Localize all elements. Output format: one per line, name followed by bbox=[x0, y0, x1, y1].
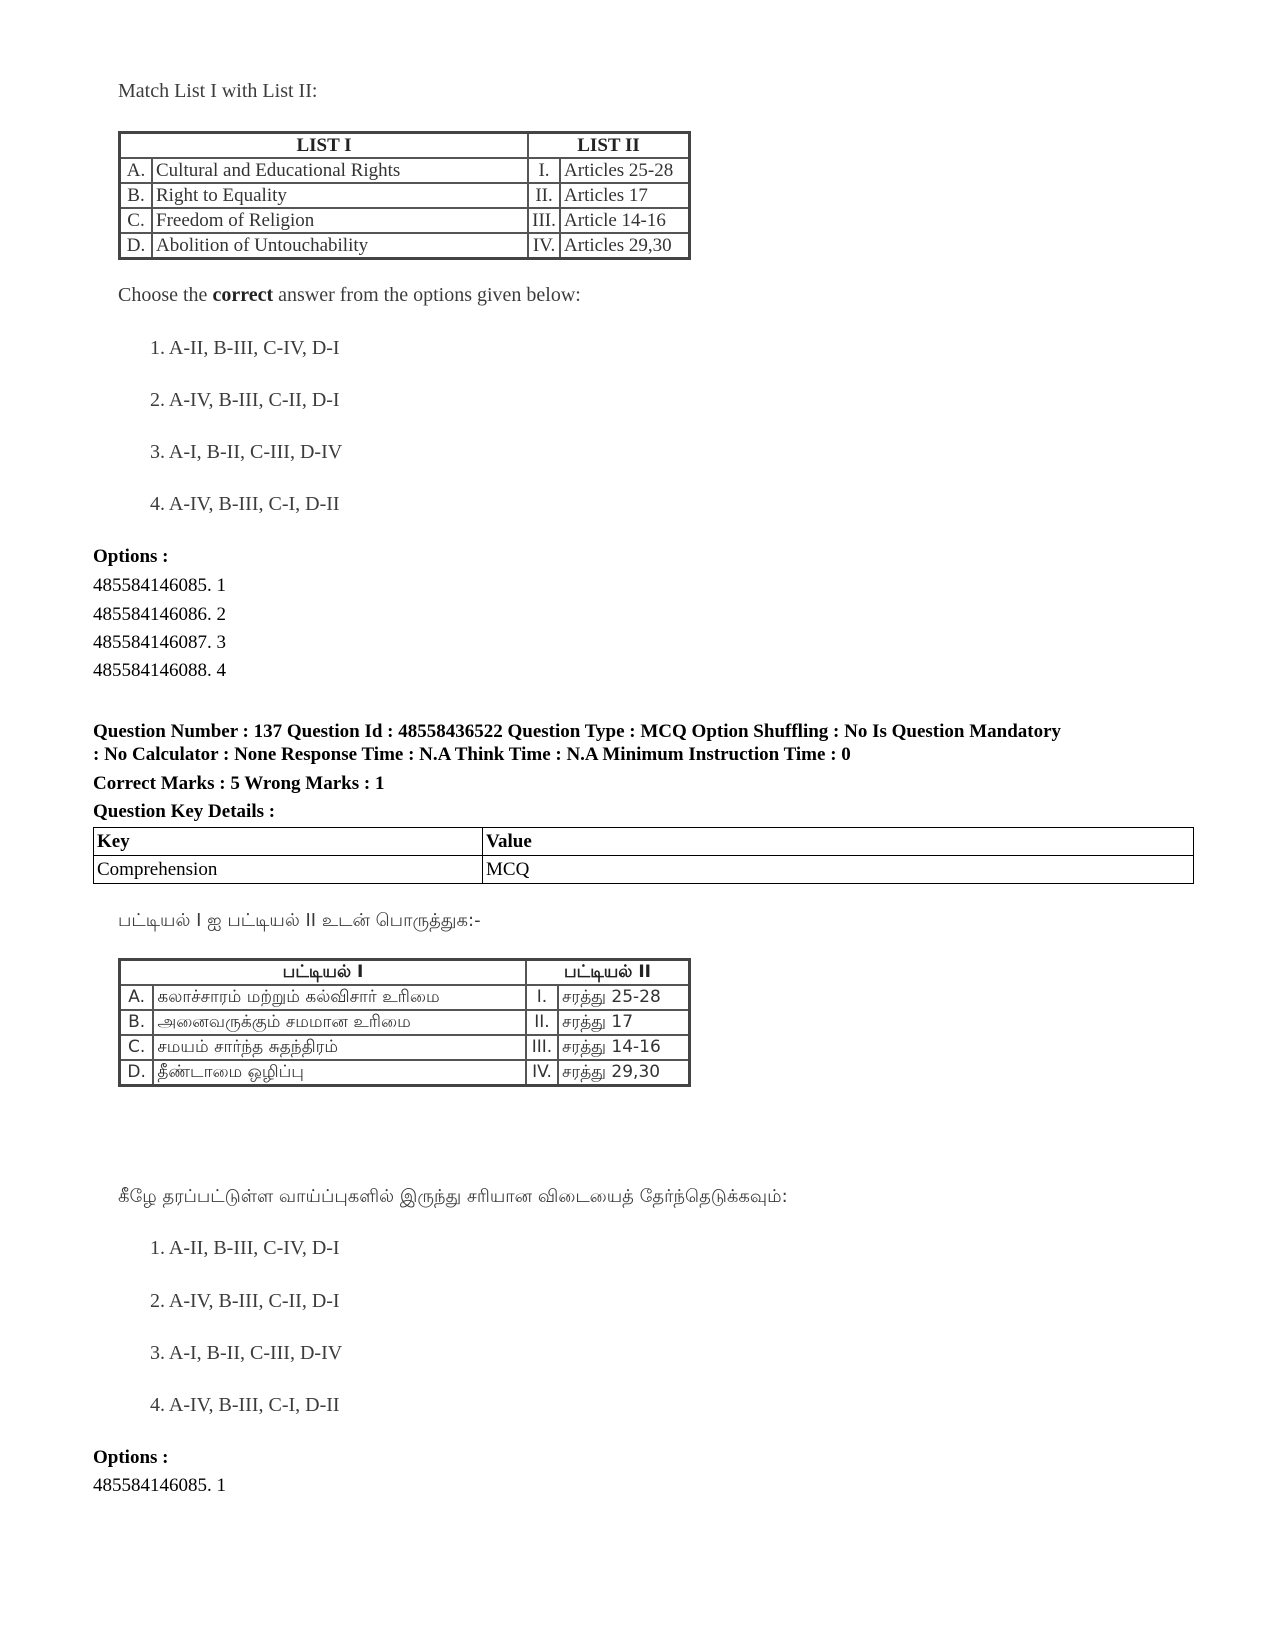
row-letter: C. bbox=[120, 1035, 154, 1060]
key-header: Key bbox=[94, 828, 483, 856]
list-2-item: Articles 17 bbox=[560, 183, 689, 208]
row-numeral: IV. bbox=[526, 1060, 558, 1086]
q1-answer-2: 2. A-IV, B-III, C-II, D-I bbox=[150, 389, 340, 411]
list-2-item: சரத்து 25-28 bbox=[558, 985, 690, 1010]
value-header: Value bbox=[483, 828, 1194, 856]
row-letter: B. bbox=[120, 1010, 154, 1035]
q1-options-label: Options : bbox=[93, 546, 169, 567]
q2-answer-1: 1. A-II, B-III, C-IV, D-I bbox=[150, 1237, 340, 1259]
row-numeral: I. bbox=[526, 985, 558, 1010]
q1-choose-instruction: Choose the correct answer from the options given below: bbox=[118, 284, 581, 306]
list-2-header: பட்டியல் II bbox=[526, 960, 690, 986]
row-numeral: III. bbox=[528, 208, 560, 233]
value-cell: MCQ bbox=[483, 856, 1194, 884]
list-2-item: Articles 25-28 bbox=[560, 158, 689, 183]
q1-answer-3: 3. A-I, B-II, C-III, D-IV bbox=[150, 441, 343, 463]
list-2-header: LIST II bbox=[528, 133, 689, 159]
table-row bbox=[120, 1035, 690, 1060]
q2-choose-instruction bbox=[118, 1186, 788, 1209]
list-2-item: சரத்து 29,30 bbox=[558, 1060, 690, 1086]
q1-match-table bbox=[118, 131, 691, 260]
row-letter: A. bbox=[120, 158, 153, 183]
table-row bbox=[120, 1010, 690, 1035]
list-1-item: சமயம் சார்ந்த சுதந்திரம் bbox=[153, 1035, 526, 1060]
row-numeral: IV. bbox=[528, 233, 560, 259]
q2-options-label: Options : bbox=[93, 1447, 169, 1468]
list-1-item: Cultural and Educational Rights bbox=[152, 158, 528, 183]
list-2-item: சரத்து 14-16 bbox=[558, 1035, 690, 1060]
q2-marks: Correct Marks : 5 Wrong Marks : 1 bbox=[93, 773, 385, 794]
q2-key-details-label: Question Key Details : bbox=[93, 801, 276, 822]
q2-answer-2: 2. A-IV, B-III, C-II, D-I bbox=[150, 1290, 340, 1312]
q1-answer-1: 1. A-II, B-III, C-IV, D-I bbox=[150, 337, 340, 359]
q1-answer-4: 4. A-IV, B-III, C-I, D-II bbox=[150, 493, 340, 515]
list-1-header: LIST I bbox=[120, 133, 529, 159]
row-letter: D. bbox=[120, 1060, 154, 1086]
q1-option-1: 485584146085. 1 bbox=[93, 575, 226, 596]
q1-instruction-text: Match List I with List II: bbox=[118, 80, 318, 102]
row-letter: A. bbox=[120, 985, 154, 1010]
table-row bbox=[120, 208, 690, 233]
list-1-item: Abolition of Untouchability bbox=[152, 233, 528, 259]
list-2-item: Articles 29,30 bbox=[560, 233, 689, 259]
q2-instruction bbox=[118, 910, 481, 933]
table-header-row bbox=[120, 960, 690, 986]
table-row bbox=[120, 1060, 690, 1086]
list-1-item: Freedom of Religion bbox=[152, 208, 528, 233]
q2-meta-line-2: : No Calculator : None Response Time : N.A Think Time : N.A Minimum Instruction Time : 0 bbox=[93, 744, 851, 765]
q2-answer-3: 3. A-I, B-II, C-III, D-IV bbox=[150, 1342, 343, 1364]
key-cell: Comprehension bbox=[94, 856, 483, 884]
list-1-item: அனைவருக்கும் சமமான உரிமை bbox=[153, 1010, 526, 1035]
list-2-item: சரத்து 17 bbox=[558, 1010, 690, 1035]
q1-instruction bbox=[118, 80, 317, 103]
q2-choose-text: கீழே தரப்பட்டுள்ள வாய்ப்புகளில் இருந்து சரியான விடையைத் தேர்ந்தெடுக்கவும்: bbox=[118, 1186, 788, 1207]
q2-match-table-wrap bbox=[118, 958, 691, 1087]
q1-option-2: 485584146086. 2 bbox=[93, 604, 226, 625]
table-header-row bbox=[120, 133, 690, 159]
list-2-item: Article 14-16 bbox=[560, 208, 689, 233]
table-row bbox=[120, 158, 690, 183]
row-numeral: III. bbox=[526, 1035, 558, 1060]
row-letter: B. bbox=[120, 183, 153, 208]
list-1-item: தீண்டாமை ஒழிப்பு bbox=[153, 1060, 526, 1086]
list-1-item: Right to Equality bbox=[152, 183, 528, 208]
table-header-row bbox=[94, 828, 1194, 856]
q1-option-3: 485584146087. 3 bbox=[93, 632, 226, 653]
list-1-item: கலாச்சாரம் மற்றும் கல்விசார் உரிமை bbox=[153, 985, 526, 1010]
q2-instruction-text: பட்டியல் I ஐ பட்டியல் II உடன் பொருத்துக:- bbox=[118, 910, 481, 931]
table-row bbox=[120, 985, 690, 1010]
row-numeral: II. bbox=[528, 183, 560, 208]
table-row bbox=[120, 233, 690, 259]
q1-match-table-wrap bbox=[118, 131, 691, 260]
q2-answer-4: 4. A-IV, B-III, C-I, D-II bbox=[150, 1394, 340, 1416]
q2-option-1: 485584146085. 1 bbox=[93, 1475, 226, 1496]
q2-key-table bbox=[93, 827, 1194, 884]
row-letter: C. bbox=[120, 208, 153, 233]
q2-meta-line-1: Question Number : 137 Question Id : 48558436522 Question Type : MCQ Option Shuffling : No Is Question Mandatory bbox=[93, 721, 1062, 742]
row-numeral: II. bbox=[526, 1010, 558, 1035]
table-row bbox=[94, 856, 1194, 884]
q2-match-table bbox=[118, 958, 691, 1087]
row-letter: D. bbox=[120, 233, 153, 259]
list-1-header: பட்டியல் I bbox=[120, 960, 527, 986]
row-numeral: I. bbox=[528, 158, 560, 183]
q1-option-4: 485584146088. 4 bbox=[93, 660, 226, 681]
table-row bbox=[120, 183, 690, 208]
